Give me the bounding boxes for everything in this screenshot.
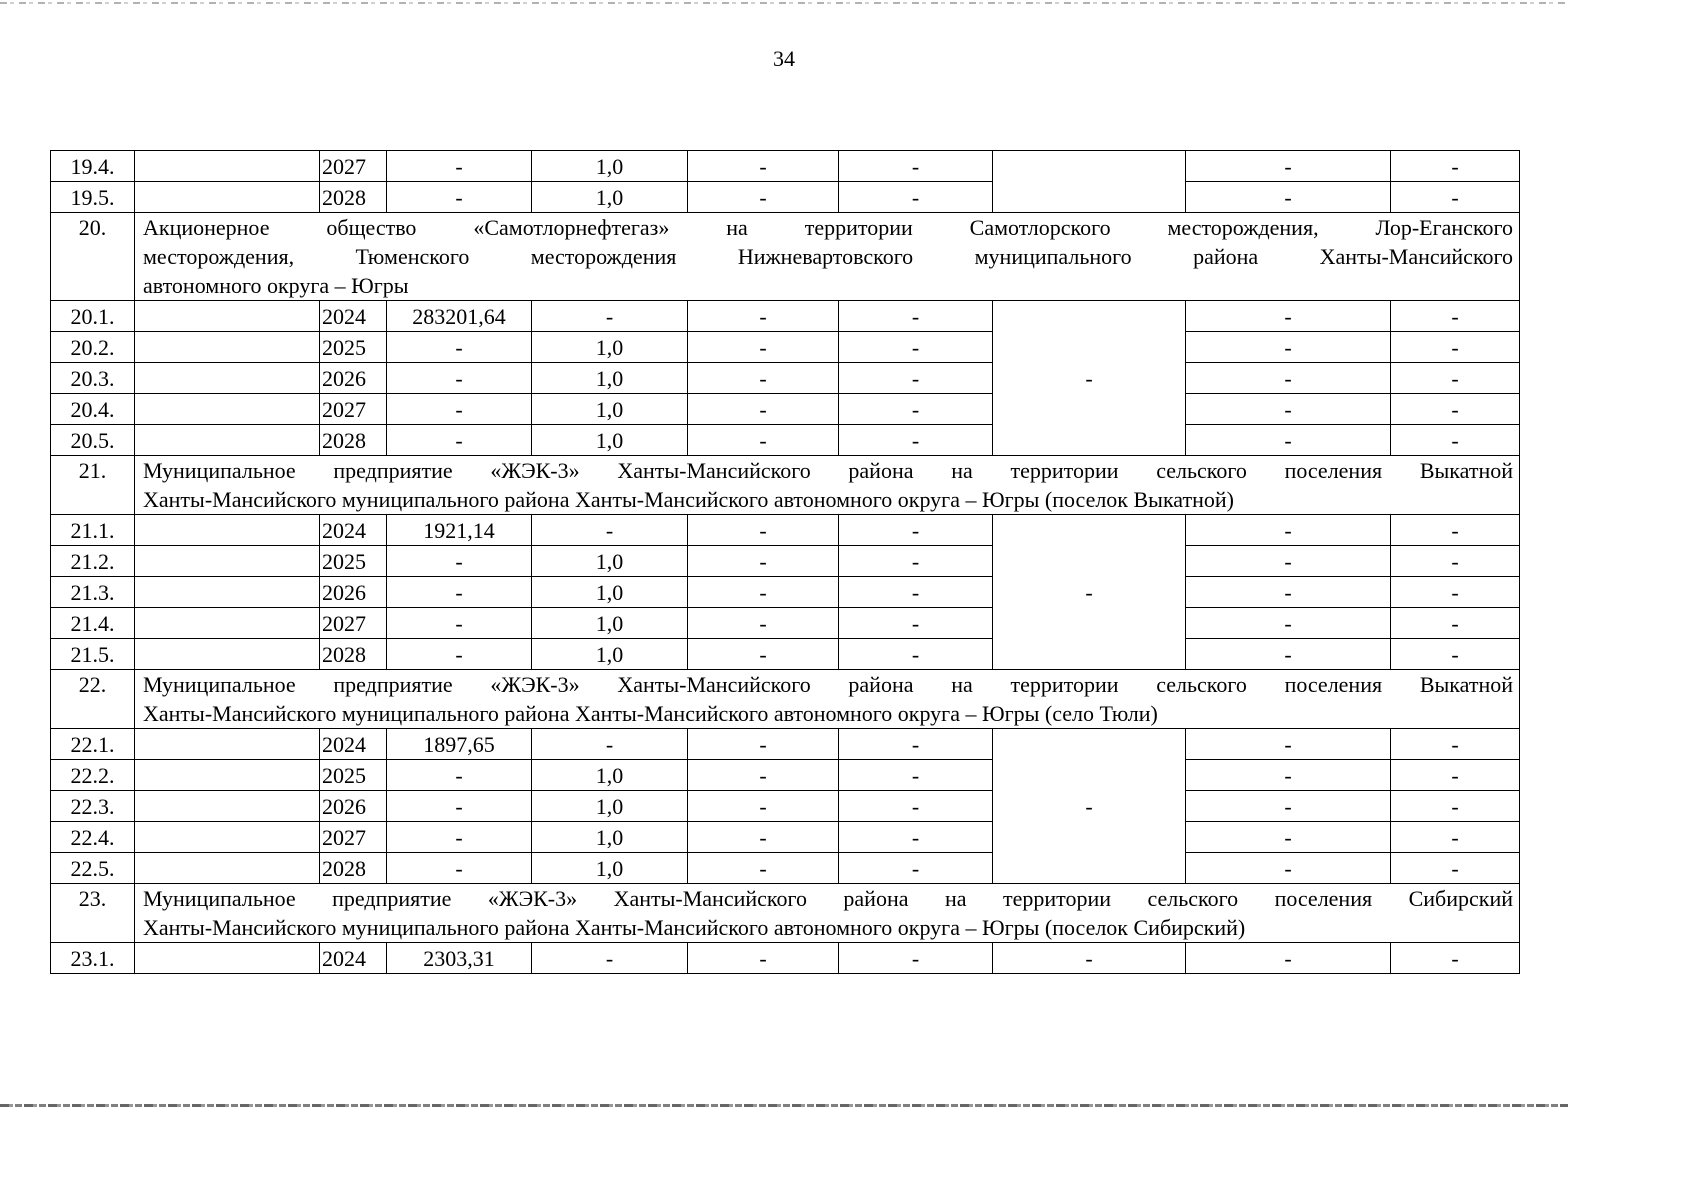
table-row bbox=[51, 729, 1520, 760]
value-cell-7: - bbox=[839, 577, 993, 608]
merged-value-cell-continued bbox=[993, 151, 1186, 213]
year-cell: 2025 bbox=[320, 546, 387, 577]
value-cell-7: - bbox=[839, 729, 993, 760]
value-cell-5: 1,0 bbox=[532, 608, 688, 639]
value-cell-9: - bbox=[1186, 822, 1391, 853]
value-cell-4: - bbox=[387, 363, 532, 394]
value-cell-5: 1,0 bbox=[532, 853, 688, 884]
row-number: 19.5. bbox=[51, 182, 135, 213]
table-row bbox=[51, 639, 1520, 670]
value-cell-7: - bbox=[839, 394, 993, 425]
value-cell-5: 1,0 bbox=[532, 822, 688, 853]
value-cell-10: - bbox=[1391, 760, 1520, 791]
section-title bbox=[135, 884, 1520, 943]
row-number: 21.4. bbox=[51, 608, 135, 639]
value-cell-5: 1,0 bbox=[532, 791, 688, 822]
value-cell-10: - bbox=[1391, 729, 1520, 760]
value-cell-6: - bbox=[688, 332, 839, 363]
value-cell-10: - bbox=[1391, 608, 1520, 639]
section-number: 23. bbox=[51, 884, 135, 943]
row-name-cell bbox=[135, 394, 320, 425]
row-name-cell bbox=[135, 363, 320, 394]
value-cell-5: 1,0 bbox=[532, 577, 688, 608]
value-cell-9: - bbox=[1186, 301, 1391, 332]
value-cell-5: - bbox=[532, 515, 688, 546]
year-cell: 2028 bbox=[320, 639, 387, 670]
value-cell-4: 1897,65 bbox=[387, 729, 532, 760]
value-cell-6: - bbox=[688, 546, 839, 577]
value-cell-7: - bbox=[839, 151, 993, 182]
value-cell-9: - bbox=[1186, 943, 1391, 974]
value-cell-6: - bbox=[688, 577, 839, 608]
section-number: 22. bbox=[51, 670, 135, 729]
year-cell: 2027 bbox=[320, 151, 387, 182]
section-title-line: Муниципальное предприятие «ЖЭК-3» Ханты-Мансийского района на территории сельского поселения Выкатной bbox=[143, 672, 1513, 697]
table-row bbox=[51, 853, 1520, 884]
section-number: 21. bbox=[51, 456, 135, 515]
value-cell-9: - bbox=[1186, 577, 1391, 608]
row-number: 22.5. bbox=[51, 853, 135, 884]
value-cell-4: - bbox=[387, 608, 532, 639]
value-cell-4: - bbox=[387, 577, 532, 608]
value-cell-4: - bbox=[387, 182, 532, 213]
value-cell-9: - bbox=[1186, 515, 1391, 546]
section-title bbox=[135, 456, 1520, 515]
value-cell-4: - bbox=[387, 425, 532, 456]
value-cell-4: - bbox=[387, 791, 532, 822]
value-cell-6: - bbox=[688, 791, 839, 822]
value-cell-4: - bbox=[387, 853, 532, 884]
value-cell-10: - bbox=[1391, 515, 1520, 546]
year-cell: 2026 bbox=[320, 791, 387, 822]
value-cell-5: 1,0 bbox=[532, 182, 688, 213]
value-cell-6: - bbox=[688, 943, 839, 974]
value-cell-5: - bbox=[532, 943, 688, 974]
value-cell-6: - bbox=[688, 729, 839, 760]
section-title-line: Ханты-Мансийского муниципального района Ханты-Мансийского автономного округа – Югры (поселок Сибирский) bbox=[143, 915, 1246, 940]
row-number: 22.2. bbox=[51, 760, 135, 791]
value-cell-4: - bbox=[387, 394, 532, 425]
row-number: 20.4. bbox=[51, 394, 135, 425]
section-header-row bbox=[51, 670, 1520, 729]
value-cell-10: - bbox=[1391, 332, 1520, 363]
value-cell-6: - bbox=[688, 425, 839, 456]
row-name-cell bbox=[135, 853, 320, 884]
value-cell-7: - bbox=[839, 639, 993, 670]
row-name-cell bbox=[135, 639, 320, 670]
year-cell: 2025 bbox=[320, 332, 387, 363]
value-cell-10: - bbox=[1391, 301, 1520, 332]
value-cell-7: - bbox=[839, 608, 993, 639]
table-row bbox=[51, 546, 1520, 577]
value-cell-7: - bbox=[839, 760, 993, 791]
value-cell-9: - bbox=[1186, 332, 1391, 363]
row-name-cell bbox=[135, 515, 320, 546]
year-cell: 2027 bbox=[320, 608, 387, 639]
value-cell-5: 1,0 bbox=[532, 425, 688, 456]
table-row bbox=[51, 515, 1520, 546]
row-number: 20.5. bbox=[51, 425, 135, 456]
value-cell-7: - bbox=[839, 363, 993, 394]
table-row bbox=[51, 363, 1520, 394]
row-number: 21.3. bbox=[51, 577, 135, 608]
row-name-cell bbox=[135, 608, 320, 639]
value-cell-6: - bbox=[688, 639, 839, 670]
section-header-row bbox=[51, 456, 1520, 515]
year-cell: 2028 bbox=[320, 425, 387, 456]
value-cell-10: - bbox=[1391, 363, 1520, 394]
section-title-line: автономного округа – Югры bbox=[143, 273, 409, 298]
table-row bbox=[51, 301, 1520, 332]
value-cell-10: - bbox=[1391, 577, 1520, 608]
value-cell-10: - bbox=[1391, 822, 1520, 853]
value-cell-5: 1,0 bbox=[532, 363, 688, 394]
value-cell-7: - bbox=[839, 425, 993, 456]
section-title-line: Муниципальное предприятие «ЖЭК-3» Ханты-Мансийского района на территории сельского поселения Сибирский bbox=[143, 886, 1513, 911]
row-name-cell bbox=[135, 943, 320, 974]
table-row bbox=[51, 943, 1520, 974]
row-number: 20.3. bbox=[51, 363, 135, 394]
section-header-row bbox=[51, 213, 1520, 301]
value-cell-7: - bbox=[839, 301, 993, 332]
year-cell: 2024 bbox=[320, 729, 387, 760]
value-cell-6: - bbox=[688, 760, 839, 791]
data-table bbox=[50, 150, 1520, 974]
scan-edge-bottom bbox=[0, 1104, 1568, 1107]
row-name-cell bbox=[135, 332, 320, 363]
value-cell-6: - bbox=[688, 301, 839, 332]
section-title bbox=[135, 213, 1520, 301]
value-cell-5: 1,0 bbox=[532, 639, 688, 670]
value-cell-7: - bbox=[839, 822, 993, 853]
value-cell-5: 1,0 bbox=[532, 332, 688, 363]
section-title bbox=[135, 670, 1520, 729]
year-cell: 2026 bbox=[320, 363, 387, 394]
value-cell-4: 2303,31 bbox=[387, 943, 532, 974]
value-cell-4: - bbox=[387, 546, 532, 577]
value-cell-7: - bbox=[839, 791, 993, 822]
section-header-row bbox=[51, 884, 1520, 943]
value-cell-6: - bbox=[688, 151, 839, 182]
value-cell-7: - bbox=[839, 943, 993, 974]
table-row bbox=[51, 332, 1520, 363]
merged-value-cell: - bbox=[993, 515, 1186, 670]
row-number: 22.1. bbox=[51, 729, 135, 760]
value-cell-9: - bbox=[1186, 425, 1391, 456]
row-number: 20.1. bbox=[51, 301, 135, 332]
value-cell-4: 283201,64 bbox=[387, 301, 532, 332]
value-cell-9: - bbox=[1186, 546, 1391, 577]
value-cell-9: - bbox=[1186, 791, 1391, 822]
value-cell-9: - bbox=[1186, 639, 1391, 670]
row-name-cell bbox=[135, 822, 320, 853]
value-cell-9: - bbox=[1186, 151, 1391, 182]
row-name-cell bbox=[135, 182, 320, 213]
value-cell-5: - bbox=[532, 301, 688, 332]
row-name-cell bbox=[135, 546, 320, 577]
section-number: 20. bbox=[51, 213, 135, 301]
table-body bbox=[51, 151, 1520, 974]
row-name-cell bbox=[135, 425, 320, 456]
value-cell-7: - bbox=[839, 546, 993, 577]
value-cell-6: - bbox=[688, 853, 839, 884]
value-cell-10: - bbox=[1391, 639, 1520, 670]
value-cell-6: - bbox=[688, 182, 839, 213]
year-cell: 2024 bbox=[320, 943, 387, 974]
table-row bbox=[51, 577, 1520, 608]
table-row bbox=[51, 425, 1520, 456]
table-row bbox=[51, 822, 1520, 853]
value-cell-9: - bbox=[1186, 853, 1391, 884]
row-name-cell bbox=[135, 577, 320, 608]
row-number: 21.1. bbox=[51, 515, 135, 546]
year-cell: 2027 bbox=[320, 822, 387, 853]
section-title-line: Акционерное общество «Самотлорнефтегаз» на территории Самотлорского месторождения, Лор-Еганского bbox=[143, 215, 1513, 240]
value-cell-9: - bbox=[1186, 760, 1391, 791]
value-cell-6: - bbox=[688, 608, 839, 639]
year-cell: 2028 bbox=[320, 182, 387, 213]
value-cell-5: - bbox=[532, 729, 688, 760]
table-row bbox=[51, 394, 1520, 425]
value-cell-9: - bbox=[1186, 363, 1391, 394]
value-cell-4: - bbox=[387, 332, 532, 363]
value-cell-5: 1,0 bbox=[532, 760, 688, 791]
value-cell-5: 1,0 bbox=[532, 151, 688, 182]
row-number: 21.5. bbox=[51, 639, 135, 670]
value-cell-7: - bbox=[839, 515, 993, 546]
section-title-line: Муниципальное предприятие «ЖЭК-3» Ханты-Мансийского района на территории сельского поселения Выкатной bbox=[143, 458, 1513, 483]
value-cell-10: - bbox=[1391, 791, 1520, 822]
value-cell-10: - bbox=[1391, 182, 1520, 213]
section-title-line: Ханты-Мансийского муниципального района Ханты-Мансийского автономного округа – Югры (село Тюли) bbox=[143, 701, 1158, 726]
value-cell-6: - bbox=[688, 515, 839, 546]
merged-value-cell: - bbox=[993, 301, 1186, 456]
value-cell-6: - bbox=[688, 822, 839, 853]
value-cell-10: - bbox=[1391, 853, 1520, 884]
value-cell-4: - bbox=[387, 639, 532, 670]
value-cell-6: - bbox=[688, 363, 839, 394]
table-row bbox=[51, 791, 1520, 822]
year-cell: 2026 bbox=[320, 577, 387, 608]
year-cell: 2024 bbox=[320, 301, 387, 332]
value-cell-5: 1,0 bbox=[532, 546, 688, 577]
row-name-cell bbox=[135, 760, 320, 791]
row-name-cell bbox=[135, 729, 320, 760]
table-row bbox=[51, 151, 1520, 182]
year-cell: 2025 bbox=[320, 760, 387, 791]
page-number: 34 bbox=[773, 46, 795, 71]
section-title-line: месторождения, Тюменского месторождения Нижневартовского муниципального района Ханты-Мансийского bbox=[143, 244, 1513, 269]
value-cell-4: - bbox=[387, 822, 532, 853]
row-number: 20.2. bbox=[51, 332, 135, 363]
value-cell-10: - bbox=[1391, 394, 1520, 425]
year-cell: 2027 bbox=[320, 394, 387, 425]
value-cell-7: - bbox=[839, 332, 993, 363]
scan-edge-top bbox=[0, 2, 1568, 4]
value-cell-7: - bbox=[839, 182, 993, 213]
row-number: 21.2. bbox=[51, 546, 135, 577]
value-cell-9: - bbox=[1186, 608, 1391, 639]
table-row bbox=[51, 182, 1520, 213]
value-cell-10: - bbox=[1391, 425, 1520, 456]
value-cell-4: 1921,14 bbox=[387, 515, 532, 546]
table-row bbox=[51, 608, 1520, 639]
value-cell-10: - bbox=[1391, 546, 1520, 577]
value-cell-6: - bbox=[688, 394, 839, 425]
value-cell-9: - bbox=[1186, 182, 1391, 213]
value-cell-8: - bbox=[993, 943, 1186, 974]
row-name-cell bbox=[135, 301, 320, 332]
year-cell: 2024 bbox=[320, 515, 387, 546]
row-number: 22.4. bbox=[51, 822, 135, 853]
value-cell-5: 1,0 bbox=[532, 394, 688, 425]
row-name-cell bbox=[135, 791, 320, 822]
value-cell-7: - bbox=[839, 853, 993, 884]
row-number: 22.3. bbox=[51, 791, 135, 822]
value-cell-4: - bbox=[387, 151, 532, 182]
value-cell-9: - bbox=[1186, 729, 1391, 760]
value-cell-10: - bbox=[1391, 943, 1520, 974]
value-cell-4: - bbox=[387, 760, 532, 791]
merged-value-cell: - bbox=[993, 729, 1186, 884]
row-number: 19.4. bbox=[51, 151, 135, 182]
value-cell-9: - bbox=[1186, 394, 1391, 425]
value-cell-10: - bbox=[1391, 151, 1520, 182]
section-title-line: Ханты-Мансийского муниципального района Ханты-Мансийского автономного округа – Югры (поселок Выкатной) bbox=[143, 487, 1234, 512]
year-cell: 2028 bbox=[320, 853, 387, 884]
row-number: 23.1. bbox=[51, 943, 135, 974]
table-row bbox=[51, 760, 1520, 791]
row-name-cell bbox=[135, 151, 320, 182]
